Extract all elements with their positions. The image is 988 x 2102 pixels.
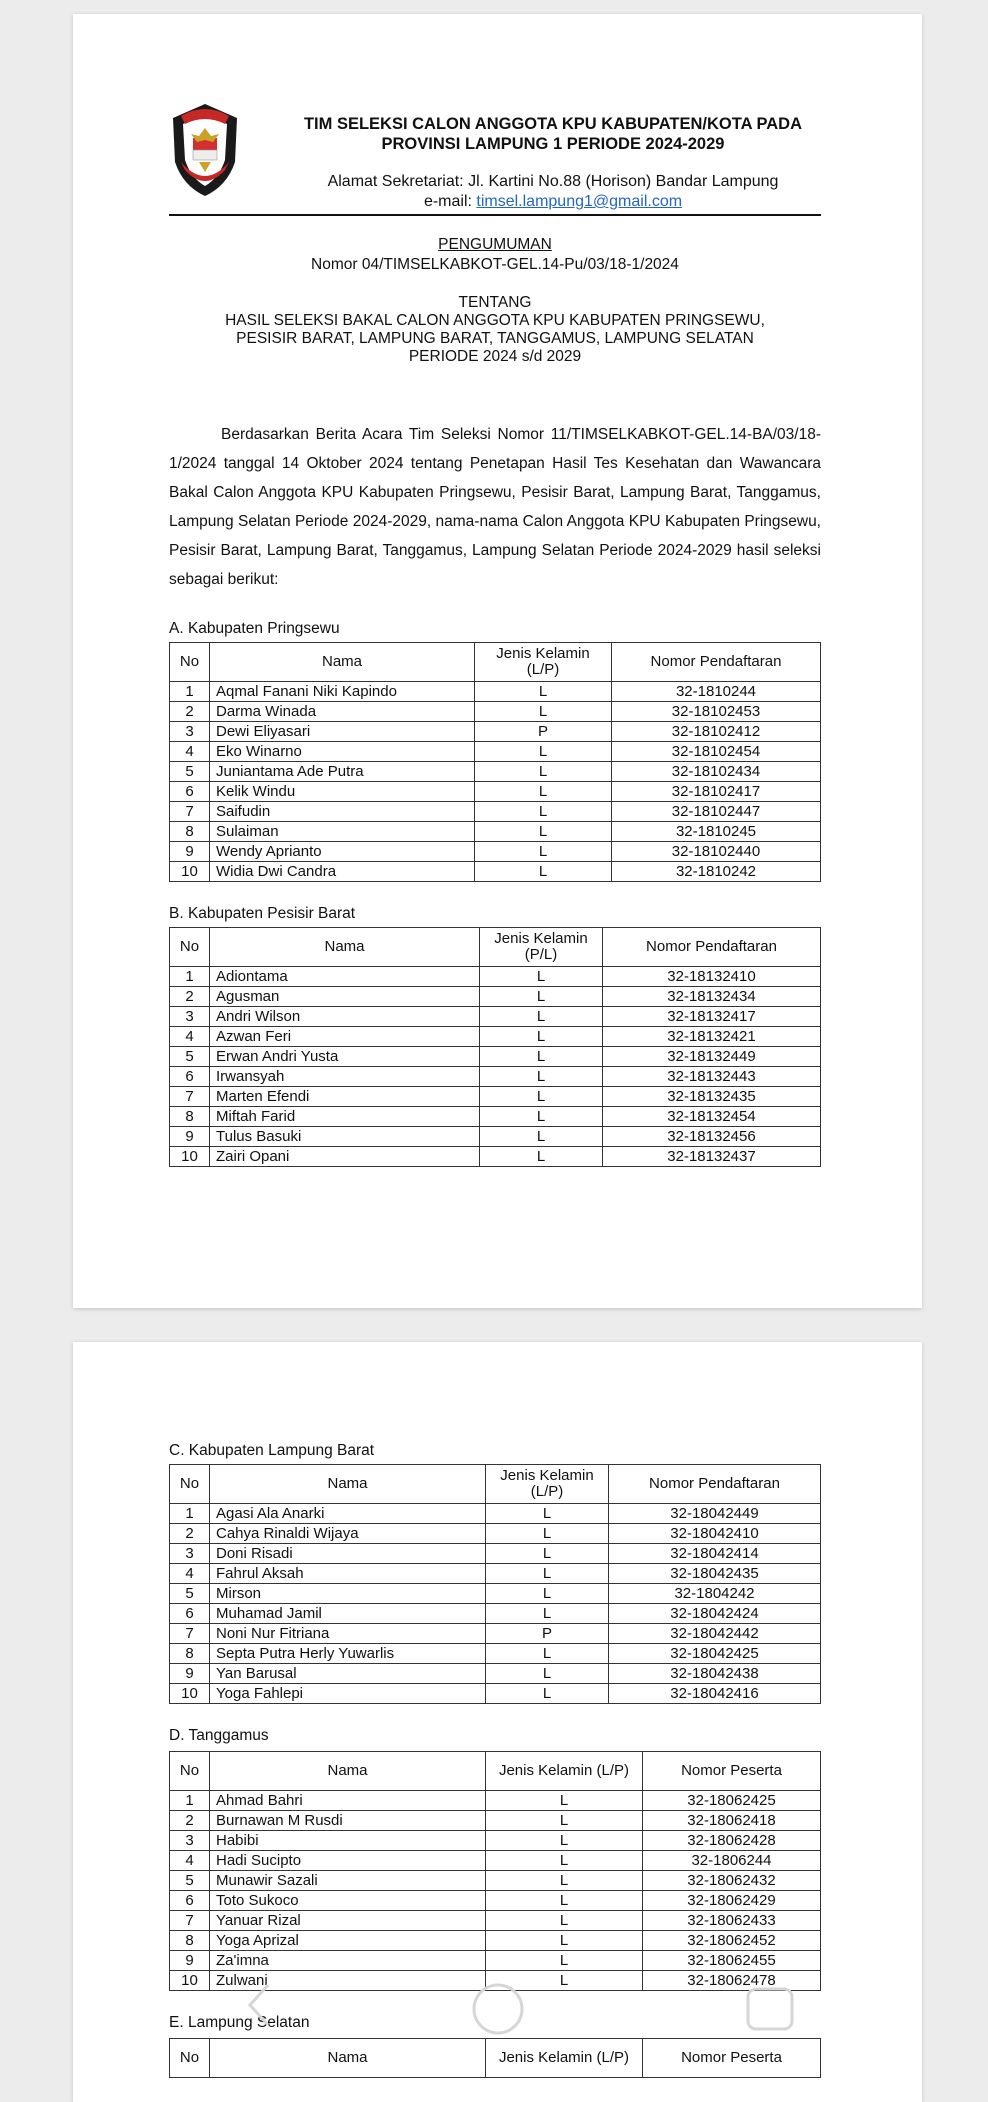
row-number: 3 [170,1831,210,1851]
table-row [170,1791,821,1811]
row-number: 4 [170,1564,210,1584]
registration-number: 32-18062429 [643,1891,821,1911]
table-row [170,1007,821,1027]
candidate-name: Irwansyah [210,1067,480,1087]
nav-home-icon[interactable] [474,1985,522,2033]
registration-number: 32-18102417 [612,782,821,802]
candidate-name: Munawir Sazali [210,1871,486,1891]
gender: L [486,1951,643,1971]
candidate-name: Sulaiman [210,822,475,842]
col-header-no: No [170,1752,210,1791]
row-number: 5 [170,1047,210,1067]
gender: L [486,1644,609,1664]
candidate-name: Juniantama Ade Putra [210,762,475,782]
candidate-name: Adiontama [210,967,480,987]
registration-number: 32-18062428 [643,1831,821,1851]
candidate-name: Hadi Sucipto [210,1851,486,1871]
row-number: 2 [170,1811,210,1831]
registration-number: 32-18062418 [643,1811,821,1831]
gender: L [486,1544,609,1564]
registration-number: 32-18042410 [609,1524,821,1544]
registration-number: 32-18132410 [603,967,821,987]
row-number: 4 [170,1027,210,1047]
announcement-about: TENTANG [458,294,532,311]
candidate-name: Eko Winarno [210,742,475,762]
nav-back-icon[interactable] [250,1985,268,2025]
registration-number: 32-18062433 [643,1911,821,1931]
row-number: 9 [170,1127,210,1147]
col-header-number: Nomor Pendaftaran [609,1465,821,1504]
registration-number: 32-18042425 [609,1644,821,1664]
table-row [170,1931,821,1951]
candidate-name: Saifudin [210,802,475,822]
row-number: 3 [170,1544,210,1564]
table-row [170,1811,821,1831]
table-row [170,1564,821,1584]
gender: L [475,842,612,862]
registration-number: 32-1810245 [612,822,821,842]
candidate-name: Tulus Basuki [210,1127,480,1147]
gender: L [480,1087,603,1107]
table-row [170,967,821,987]
registration-number: 32-18132454 [603,1107,821,1127]
table-row [170,1087,821,1107]
header-title-line-2: PROVINSI LAMPUNG 1 PERIODE 2024-2029 [381,135,725,153]
candidate-name: Marten Efendi [210,1087,480,1107]
candidate-name: Noni Nur Fitriana [210,1624,486,1644]
registration-number: 32-18062455 [643,1951,821,1971]
row-number: 9 [170,1664,210,1684]
table-row [170,1891,821,1911]
gender: L [486,1911,643,1931]
candidate-name: Mirson [210,1584,486,1604]
registration-number: 32-1804242 [609,1584,821,1604]
registration-number: 32-18132449 [603,1047,821,1067]
candidate-name: Yanuar Rizal [210,1911,486,1931]
gender: L [486,1831,643,1851]
table-row [170,1027,821,1047]
document-page-1 [73,14,922,1308]
row-number: 8 [170,822,210,842]
gender: L [480,1007,603,1027]
section-heading-d: D. Tanggamus [169,1727,269,1744]
table-row [170,1067,821,1087]
table-row [170,1147,821,1167]
registration-number: 32-18042438 [609,1664,821,1684]
table-row [170,722,821,742]
gender: L [480,1067,603,1087]
registration-number: 32-18102454 [612,742,821,762]
registration-number: 32-18042414 [609,1544,821,1564]
row-number: 1 [170,1791,210,1811]
candidate-name: Fahrul Aksah [210,1564,486,1584]
table-row [170,1107,821,1127]
row-number: 1 [170,682,210,702]
system-navigation-bar [0,1965,988,2045]
email-label: e-mail: [423,193,477,210]
nav-recents-icon[interactable] [748,1989,792,2029]
row-number: 7 [170,802,210,822]
row-number: 10 [170,1971,210,1991]
row-number: 4 [170,1851,210,1871]
gender: L [480,987,603,1007]
candidate-name: Yoga Aprizal [210,1931,486,1951]
candidate-name: Agusman [210,987,480,1007]
row-number: 5 [170,1871,210,1891]
row-number: 7 [170,1624,210,1644]
table-row [170,1831,821,1851]
registration-number: 32-18042424 [609,1604,821,1624]
gender: L [475,802,612,822]
gender: L [480,1027,603,1047]
gender: L [486,1931,643,1951]
email-line [253,192,853,212]
table-row [170,1871,821,1891]
candidate-name: Toto Sukoco [210,1891,486,1911]
registration-number: 32-18102434 [612,762,821,782]
candidate-name: Widia Dwi Candra [210,862,475,882]
gender: L [486,1584,609,1604]
table-row [170,1644,821,1664]
col-header-number: Nomor Pendaftaran [612,643,821,682]
row-number: 5 [170,762,210,782]
table-header-row [170,1465,821,1504]
gender: L [475,862,612,882]
gender: L [486,1791,643,1811]
table-row [170,1684,821,1704]
gender: L [480,967,603,987]
kpu-logo-icon [167,100,243,200]
registration-number: 32-18132435 [603,1087,821,1107]
table-row [170,862,821,882]
gender: L [486,1891,643,1911]
table-row [170,742,821,762]
header-title [253,114,853,154]
table-header-row [170,1752,821,1791]
table-header-row [170,643,821,682]
row-number: 6 [170,782,210,802]
col-header-gender: Jenis Kelamin (L/P) [475,643,612,682]
candidate-name: Cahya Rinaldi Wijaya [210,1524,486,1544]
gender: L [486,1604,609,1624]
candidate-name: Ahmad Bahri [210,1791,486,1811]
row-number: 3 [170,1007,210,1027]
registration-number: 32-18132434 [603,987,821,1007]
gender: L [475,742,612,762]
row-number: 10 [170,1684,210,1704]
table-row [170,822,821,842]
registration-number: 32-18102440 [612,842,821,862]
table-row [170,1127,821,1147]
candidate-name: Yoga Fahlepi [210,1684,486,1704]
announcement-subject [169,312,821,366]
section-heading-a: A. Kabupaten Pringsewu [169,620,340,637]
registration-number: 32-1810244 [612,682,821,702]
row-number: 1 [170,967,210,987]
row-number: 9 [170,1951,210,1971]
registration-number: 32-18102412 [612,722,821,742]
table-row [170,1524,821,1544]
candidate-name: Agasi Ala Anarki [210,1504,486,1524]
candidate-name: Kelik Windu [210,782,475,802]
subject-line-1: HASIL SELEKSI BAKAL CALON ANGGOTA KPU KABUPATEN PRINGSEWU, [225,312,765,329]
row-number: 2 [170,702,210,722]
row-number: 5 [170,1584,210,1604]
row-number: 7 [170,1911,210,1931]
col-header-no: No [170,2039,210,2078]
table-row [170,1047,821,1067]
header-address [253,172,853,212]
address-line: Alamat Sekretariat: Jl. Kartini No.88 (Horison) Bandar Lampung [327,173,779,190]
gender: L [486,1684,609,1704]
table-pesisir-barat [169,927,821,1167]
candidate-name: Miftah Farid [210,1107,480,1127]
table-row [170,1624,821,1644]
table-row [170,702,821,722]
registration-number: 32-18062478 [643,1971,821,1991]
candidate-name: Muhamad Jamil [210,1604,486,1624]
col-header-nama: Nama [210,643,475,682]
candidate-name: Andri Wilson [210,1007,480,1027]
registration-number: 32-18042435 [609,1564,821,1584]
gender: P [486,1624,609,1644]
candidate-name: Dewi Eliyasari [210,722,475,742]
gender: L [480,1047,603,1067]
row-number: 6 [170,1891,210,1911]
table-row [170,1584,821,1604]
col-header-no: No [170,1465,210,1504]
announcement-number: Nomor 04/TIMSELKABKOT-GEL.14-Pu/03/18-1/2024 [311,256,679,273]
candidate-name: Azwan Feri [210,1027,480,1047]
gender: L [486,1504,609,1524]
candidate-name: Zulwani [210,1971,486,1991]
gender: L [486,1564,609,1584]
gender: L [480,1127,603,1147]
candidate-name: Septa Putra Herly Yuwarlis [210,1644,486,1664]
row-number: 8 [170,1644,210,1664]
email-link[interactable]: timsel.lampung1@gmail.com [476,193,683,210]
candidate-name: Zairi Opani [210,1147,480,1167]
table-row [170,1664,821,1684]
registration-number: 32-18062432 [643,1871,821,1891]
gender: L [475,682,612,702]
gender: L [475,782,612,802]
gender: L [475,762,612,782]
body-paragraph: Berdasarkan Berita Acara Tim Seleksi Nomor 11/TIMSELKABKOT-GEL.14-BA/03/18-1/2024 tanggal 14 Oktober 2024 tentang Penetapan Hasil Tes Kesehatan dan Wawancara Bakal Calon Anggota KPU Kabupaten Pringsewu, Pesisir Barat, Lampung Barat, Tanggamus, Lampung Selatan Periode 2024-2029, nama-nama Calon Anggota KPU Kabupaten Pringsewu, Pesisir Barat, Lampung Barat, Tanggamus, Lampung Selatan Periode 2024-2029 hasil seleksi sebagai berikut: [169,426,821,588]
col-header-number: Nomor Peserta [643,1752,821,1791]
col-header-no: No [170,928,210,967]
row-number: 3 [170,722,210,742]
candidate-name: Za'imna [210,1951,486,1971]
row-number: 6 [170,1604,210,1624]
gender: L [475,702,612,722]
table-row [170,1911,821,1931]
table-tanggamus [169,1751,821,1991]
registration-number: 32-18042442 [609,1624,821,1644]
col-header-gender: Jenis Kelamin (P/L) [480,928,603,967]
candidate-name: Erwan Andri Yusta [210,1047,480,1067]
col-header-no: No [170,643,210,682]
table-row [170,762,821,782]
table-lampung-barat [169,1464,821,1704]
candidate-name: Doni Risadi [210,1544,486,1564]
subject-line-3: PERIODE 2024 s/d 2029 [408,348,582,365]
gender: L [480,1147,603,1167]
registration-number: 32-18062452 [643,1931,821,1951]
gender: L [475,822,612,842]
gender: L [486,1971,643,1991]
registration-number: 32-18132437 [603,1147,821,1167]
col-header-nama: Nama [210,1465,486,1504]
row-number: 2 [170,1524,210,1544]
section-heading-b: B. Kabupaten Pesisir Barat [169,905,356,922]
col-header-gender: Jenis Kelamin (L/P) [486,1465,609,1504]
table-row [170,802,821,822]
row-number: 10 [170,862,210,882]
header-divider [169,214,821,216]
gender: L [480,1107,603,1127]
registration-number: 32-18042416 [609,1684,821,1704]
registration-number: 32-18102447 [612,802,821,822]
section-heading-c: C. Kabupaten Lampung Barat [169,1442,375,1459]
col-header-nama: Nama [210,1752,486,1791]
col-header-number: Nomor Pendaftaran [603,928,821,967]
gender: L [486,1524,609,1544]
row-number: 8 [170,1107,210,1127]
gender: L [486,1871,643,1891]
registration-number: 32-18042449 [609,1504,821,1524]
registration-number: 32-18102453 [612,702,821,722]
gender: P [475,722,612,742]
col-header-number: Nomor Peserta [643,2039,821,2078]
gender: L [486,1851,643,1871]
announcement-title: PENGUMUMAN [438,236,552,253]
registration-number: 32-1810242 [612,862,821,882]
candidate-name: Aqmal Fanani Niki Kapindo [210,682,475,702]
table-row [170,842,821,862]
registration-number: 32-18132456 [603,1127,821,1147]
col-header-nama: Nama [210,928,480,967]
table-row [170,682,821,702]
table-row [170,1544,821,1564]
row-number: 4 [170,742,210,762]
registration-number: 32-18062425 [643,1791,821,1811]
row-number: 7 [170,1087,210,1107]
table-row [170,1604,821,1624]
subject-line-2: PESISIR BARAT, LAMPUNG BARAT, TANGGAMUS, LAMPUNG SELATAN [236,330,754,347]
row-number: 10 [170,1147,210,1167]
col-header-nama: Nama [210,2039,486,2078]
row-number: 1 [170,1504,210,1524]
row-number: 8 [170,1931,210,1951]
registration-number: 32-18132417 [603,1007,821,1027]
candidate-name: Yan Barusal [210,1664,486,1684]
section-heading-e: E. Lampung Selatan [169,2014,310,2031]
table-row [170,1504,821,1524]
col-header-gender: Jenis Kelamin (L/P) [486,2039,643,2078]
table-row [170,987,821,1007]
table-header-row [170,928,821,967]
row-number: 9 [170,842,210,862]
registration-number: 32-1806244 [643,1851,821,1871]
candidate-name: Wendy Aprianto [210,842,475,862]
row-number: 6 [170,1067,210,1087]
row-number: 2 [170,987,210,1007]
gender: L [486,1664,609,1684]
candidate-name: Burnawan M Rusdi [210,1811,486,1831]
candidate-name: Darma Winada [210,702,475,722]
header-title-line-1: TIM SELEKSI CALON ANGGOTA KPU KABUPATEN/KOTA PADA [303,115,803,133]
table-pringsewu [169,642,821,882]
registration-number: 32-18132443 [603,1067,821,1087]
candidate-name: Habibi [210,1831,486,1851]
col-header-gender: Jenis Kelamin (L/P) [486,1752,643,1791]
registration-number: 32-18132421 [603,1027,821,1047]
gender: L [486,1811,643,1831]
table-row [170,782,821,802]
table-row [170,1851,821,1871]
